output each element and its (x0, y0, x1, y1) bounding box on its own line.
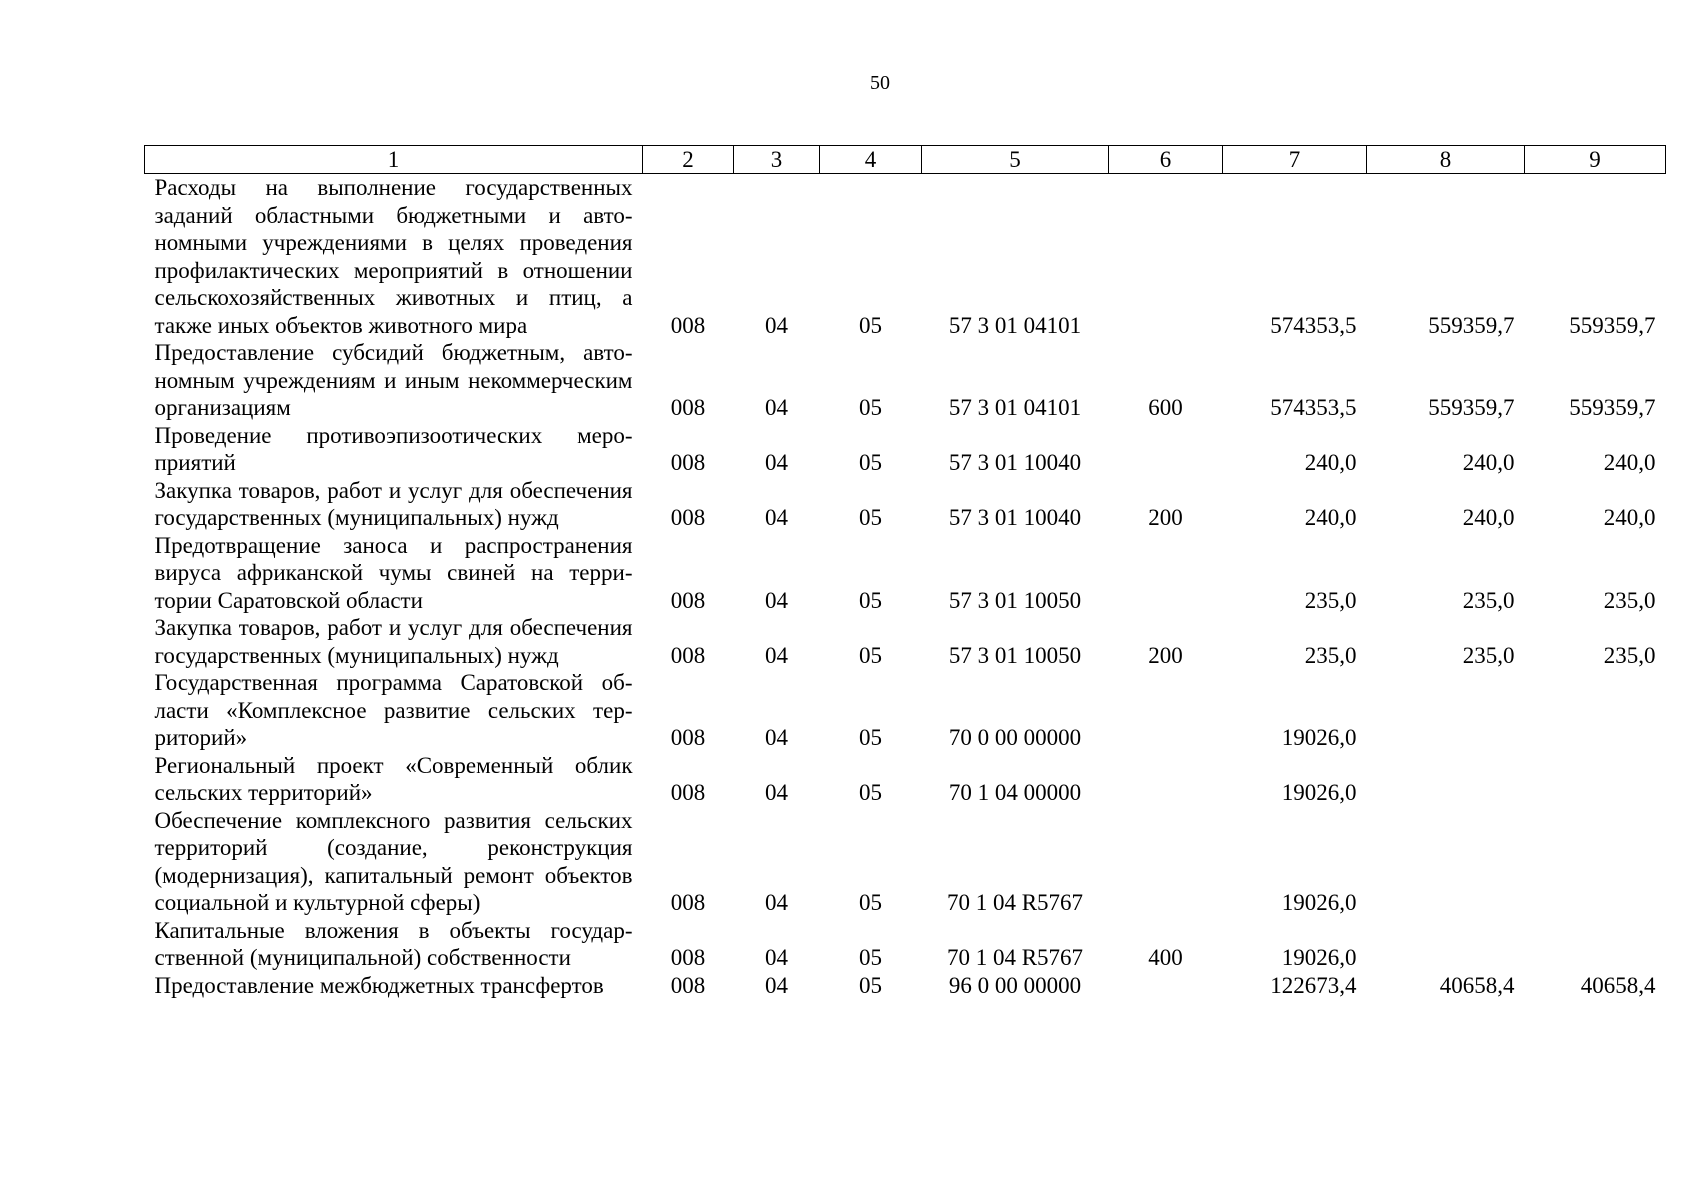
cell-amount-col9: 559359,7 (1569, 395, 1656, 420)
row-description: Капитальные вложения в объекты государственной (муниципальной) собственности (154, 917, 633, 970)
row-description: Предотвращение заноса и распространения вируса африканской чумы свиней на территории Саратовской области (154, 532, 633, 613)
cell-amount-col9 (1525, 807, 1666, 917)
table-row (145, 174, 1666, 340)
cell-expense-type: 400 (1148, 945, 1183, 970)
cell-amount-col9: 240,0 (1603, 505, 1656, 530)
cell-amount-col7: 235,0 (1304, 587, 1357, 613)
header-cell-5: 5 (922, 146, 1109, 174)
cell-subsection-code: 05 (859, 642, 882, 668)
cell-amount-col8: 235,0 (1462, 587, 1515, 613)
cell-section-code: 04 (765, 642, 788, 668)
cell-expense-type (1109, 807, 1223, 917)
cell-target-article: 70 1 04 R5767 (946, 945, 1084, 970)
cell-target-article: 57 3 01 04101 (948, 312, 1082, 338)
cell-expense-type: 200 (1148, 642, 1183, 668)
cell-amount-col8: 559359,7 (1428, 395, 1515, 420)
row-description: Расходы на выполнение государственных заданий областными бюджетными и автономными учреждениями в целях проведения профилактических мероприятий в отношении сельскохозяйственных животных и птиц, а также иных объектов животного мира (154, 175, 633, 338)
cell-amount-col8: 240,0 (1462, 450, 1515, 475)
cell-amount-col7: 19026,0 (1281, 945, 1357, 970)
cell-section-code: 04 (765, 725, 788, 750)
table-row (145, 669, 1666, 752)
cell-section-code: 04 (765, 780, 788, 805)
cell-subsection-code: 05 (859, 587, 882, 613)
cell-amount-col7: 235,0 (1304, 642, 1357, 668)
header-cell-7: 7 (1223, 146, 1367, 174)
cell-ministry-code: 008 (670, 945, 706, 970)
cell-expense-type (1109, 532, 1223, 615)
cell-subsection-code: 05 (859, 450, 882, 475)
cell-target-article: 57 3 01 10050 (948, 587, 1082, 613)
cell-expense-type (1109, 972, 1223, 1000)
cell-subsection-code: 05 (859, 890, 882, 915)
header-cell-8: 8 (1367, 146, 1525, 174)
cell-amount-col7: 122673,4 (1270, 972, 1357, 998)
table-row (145, 422, 1666, 477)
cell-subsection-code: 05 (859, 780, 882, 805)
cell-section-code: 04 (765, 450, 788, 475)
cell-amount-col8: 40658,4 (1439, 972, 1515, 998)
page-number: 50 (870, 72, 890, 94)
cell-subsection-code: 05 (859, 395, 882, 420)
cell-expense-type (1109, 752, 1223, 807)
cell-amount-col9: 235,0 (1603, 587, 1656, 613)
cell-section-code: 04 (765, 312, 788, 338)
cell-amount-col7: 574353,5 (1270, 312, 1357, 338)
table-body (145, 174, 1666, 1000)
cell-amount-col7: 240,0 (1304, 505, 1357, 530)
cell-amount-col9 (1525, 669, 1666, 752)
table-row (145, 532, 1666, 615)
cell-section-code: 04 (765, 587, 788, 613)
row-description: Предоставление межбюджетных трансфертов (154, 972, 604, 998)
cell-ministry-code: 008 (670, 505, 706, 530)
header-cell-1: 1 (145, 146, 643, 174)
header-cell-9: 9 (1525, 146, 1666, 174)
cell-target-article: 57 3 01 10040 (948, 505, 1082, 530)
cell-target-article: 70 1 04 00000 (948, 780, 1082, 805)
table-row (145, 614, 1666, 669)
cell-expense-type (1109, 422, 1223, 477)
cell-subsection-code: 05 (859, 725, 882, 750)
cell-ministry-code: 008 (670, 725, 706, 750)
row-description: Закупка товаров, работ и услуг для обеспечения государственных (муниципальных) нужд (154, 615, 633, 668)
cell-amount-col9 (1525, 917, 1666, 972)
cell-target-article: 70 0 00 00000 (948, 725, 1082, 750)
cell-ministry-code: 008 (670, 395, 706, 420)
cell-expense-type: 600 (1148, 395, 1183, 420)
cell-expense-type: 200 (1148, 505, 1183, 530)
cell-amount-col8 (1367, 752, 1525, 807)
cell-amount-col8 (1367, 917, 1525, 972)
row-description: Предоставление субсидий бюджетным, автономным учреждениям и иным некоммерческим организациям (154, 340, 633, 420)
row-description: Закупка товаров, работ и услуг для обеспечения государственных (муниципальных) нужд (154, 477, 633, 530)
cell-target-article: 57 3 01 04101 (948, 395, 1082, 420)
cell-amount-col7: 240,0 (1304, 450, 1357, 475)
cell-amount-col9: 559359,7 (1569, 312, 1656, 338)
cell-expense-type (1109, 669, 1223, 752)
cell-subsection-code: 05 (859, 312, 882, 338)
cell-amount-col9: 40658,4 (1580, 972, 1656, 998)
cell-ministry-code: 008 (670, 312, 706, 338)
cell-target-article: 57 3 01 10040 (948, 450, 1082, 475)
table-header (145, 146, 1666, 174)
header-cell-6: 6 (1109, 146, 1223, 174)
cell-amount-col8: 240,0 (1462, 505, 1515, 530)
cell-ministry-code: 008 (670, 972, 706, 998)
cell-ministry-code: 008 (670, 890, 706, 915)
cell-target-article: 57 3 01 10050 (948, 642, 1082, 668)
cell-amount-col7: 19026,0 (1281, 725, 1357, 750)
cell-amount-col9 (1525, 752, 1666, 807)
cell-expense-type (1109, 174, 1223, 340)
header-cell-2: 2 (643, 146, 734, 174)
cell-amount-col7: 19026,0 (1281, 780, 1357, 805)
cell-amount-col7: 19026,0 (1281, 890, 1357, 915)
cell-section-code: 04 (765, 505, 788, 530)
cell-ministry-code: 008 (670, 642, 706, 668)
cell-amount-col7: 574353,5 (1270, 395, 1357, 420)
table-row (145, 477, 1666, 532)
cell-amount-col8 (1367, 807, 1525, 917)
cell-target-article: 70 1 04 R5767 (946, 890, 1084, 915)
cell-amount-col8: 559359,7 (1428, 312, 1515, 338)
cell-ministry-code: 008 (670, 587, 706, 613)
table-row (145, 752, 1666, 807)
header-cell-4: 4 (820, 146, 922, 174)
cell-target-article: 96 0 00 00000 (948, 972, 1082, 998)
cell-amount-col8 (1367, 669, 1525, 752)
budget-table (144, 145, 1666, 999)
cell-subsection-code: 05 (859, 945, 882, 970)
cell-subsection-code: 05 (859, 505, 882, 530)
cell-section-code: 04 (765, 945, 788, 970)
row-description: Государственная программа Саратовской области «Комплексное развитие сельских территорий» (154, 670, 633, 750)
table-row (145, 339, 1666, 422)
row-description: Региональный проект «Современный облик сельских территорий» (154, 752, 633, 805)
header-row (145, 146, 1666, 174)
cell-amount-col8: 235,0 (1462, 642, 1515, 668)
table-row (145, 917, 1666, 972)
cell-amount-col9: 235,0 (1603, 642, 1656, 668)
table-row (145, 972, 1666, 1000)
cell-section-code: 04 (765, 972, 788, 998)
cell-section-code: 04 (765, 890, 788, 915)
row-description: Проведение противоэпизоотических мероприятий (154, 422, 633, 475)
cell-subsection-code: 05 (859, 972, 882, 998)
cell-ministry-code: 008 (670, 450, 706, 475)
cell-section-code: 04 (765, 395, 788, 420)
cell-amount-col9: 240,0 (1603, 450, 1656, 475)
header-cell-3: 3 (734, 146, 820, 174)
cell-ministry-code: 008 (670, 780, 706, 805)
table-row (145, 807, 1666, 917)
row-description: Обеспечение комплексного развития сельских территорий (создание, реконструкция (модернизация), капитальный ремонт объектов социальной и культурной сферы) (154, 807, 633, 915)
